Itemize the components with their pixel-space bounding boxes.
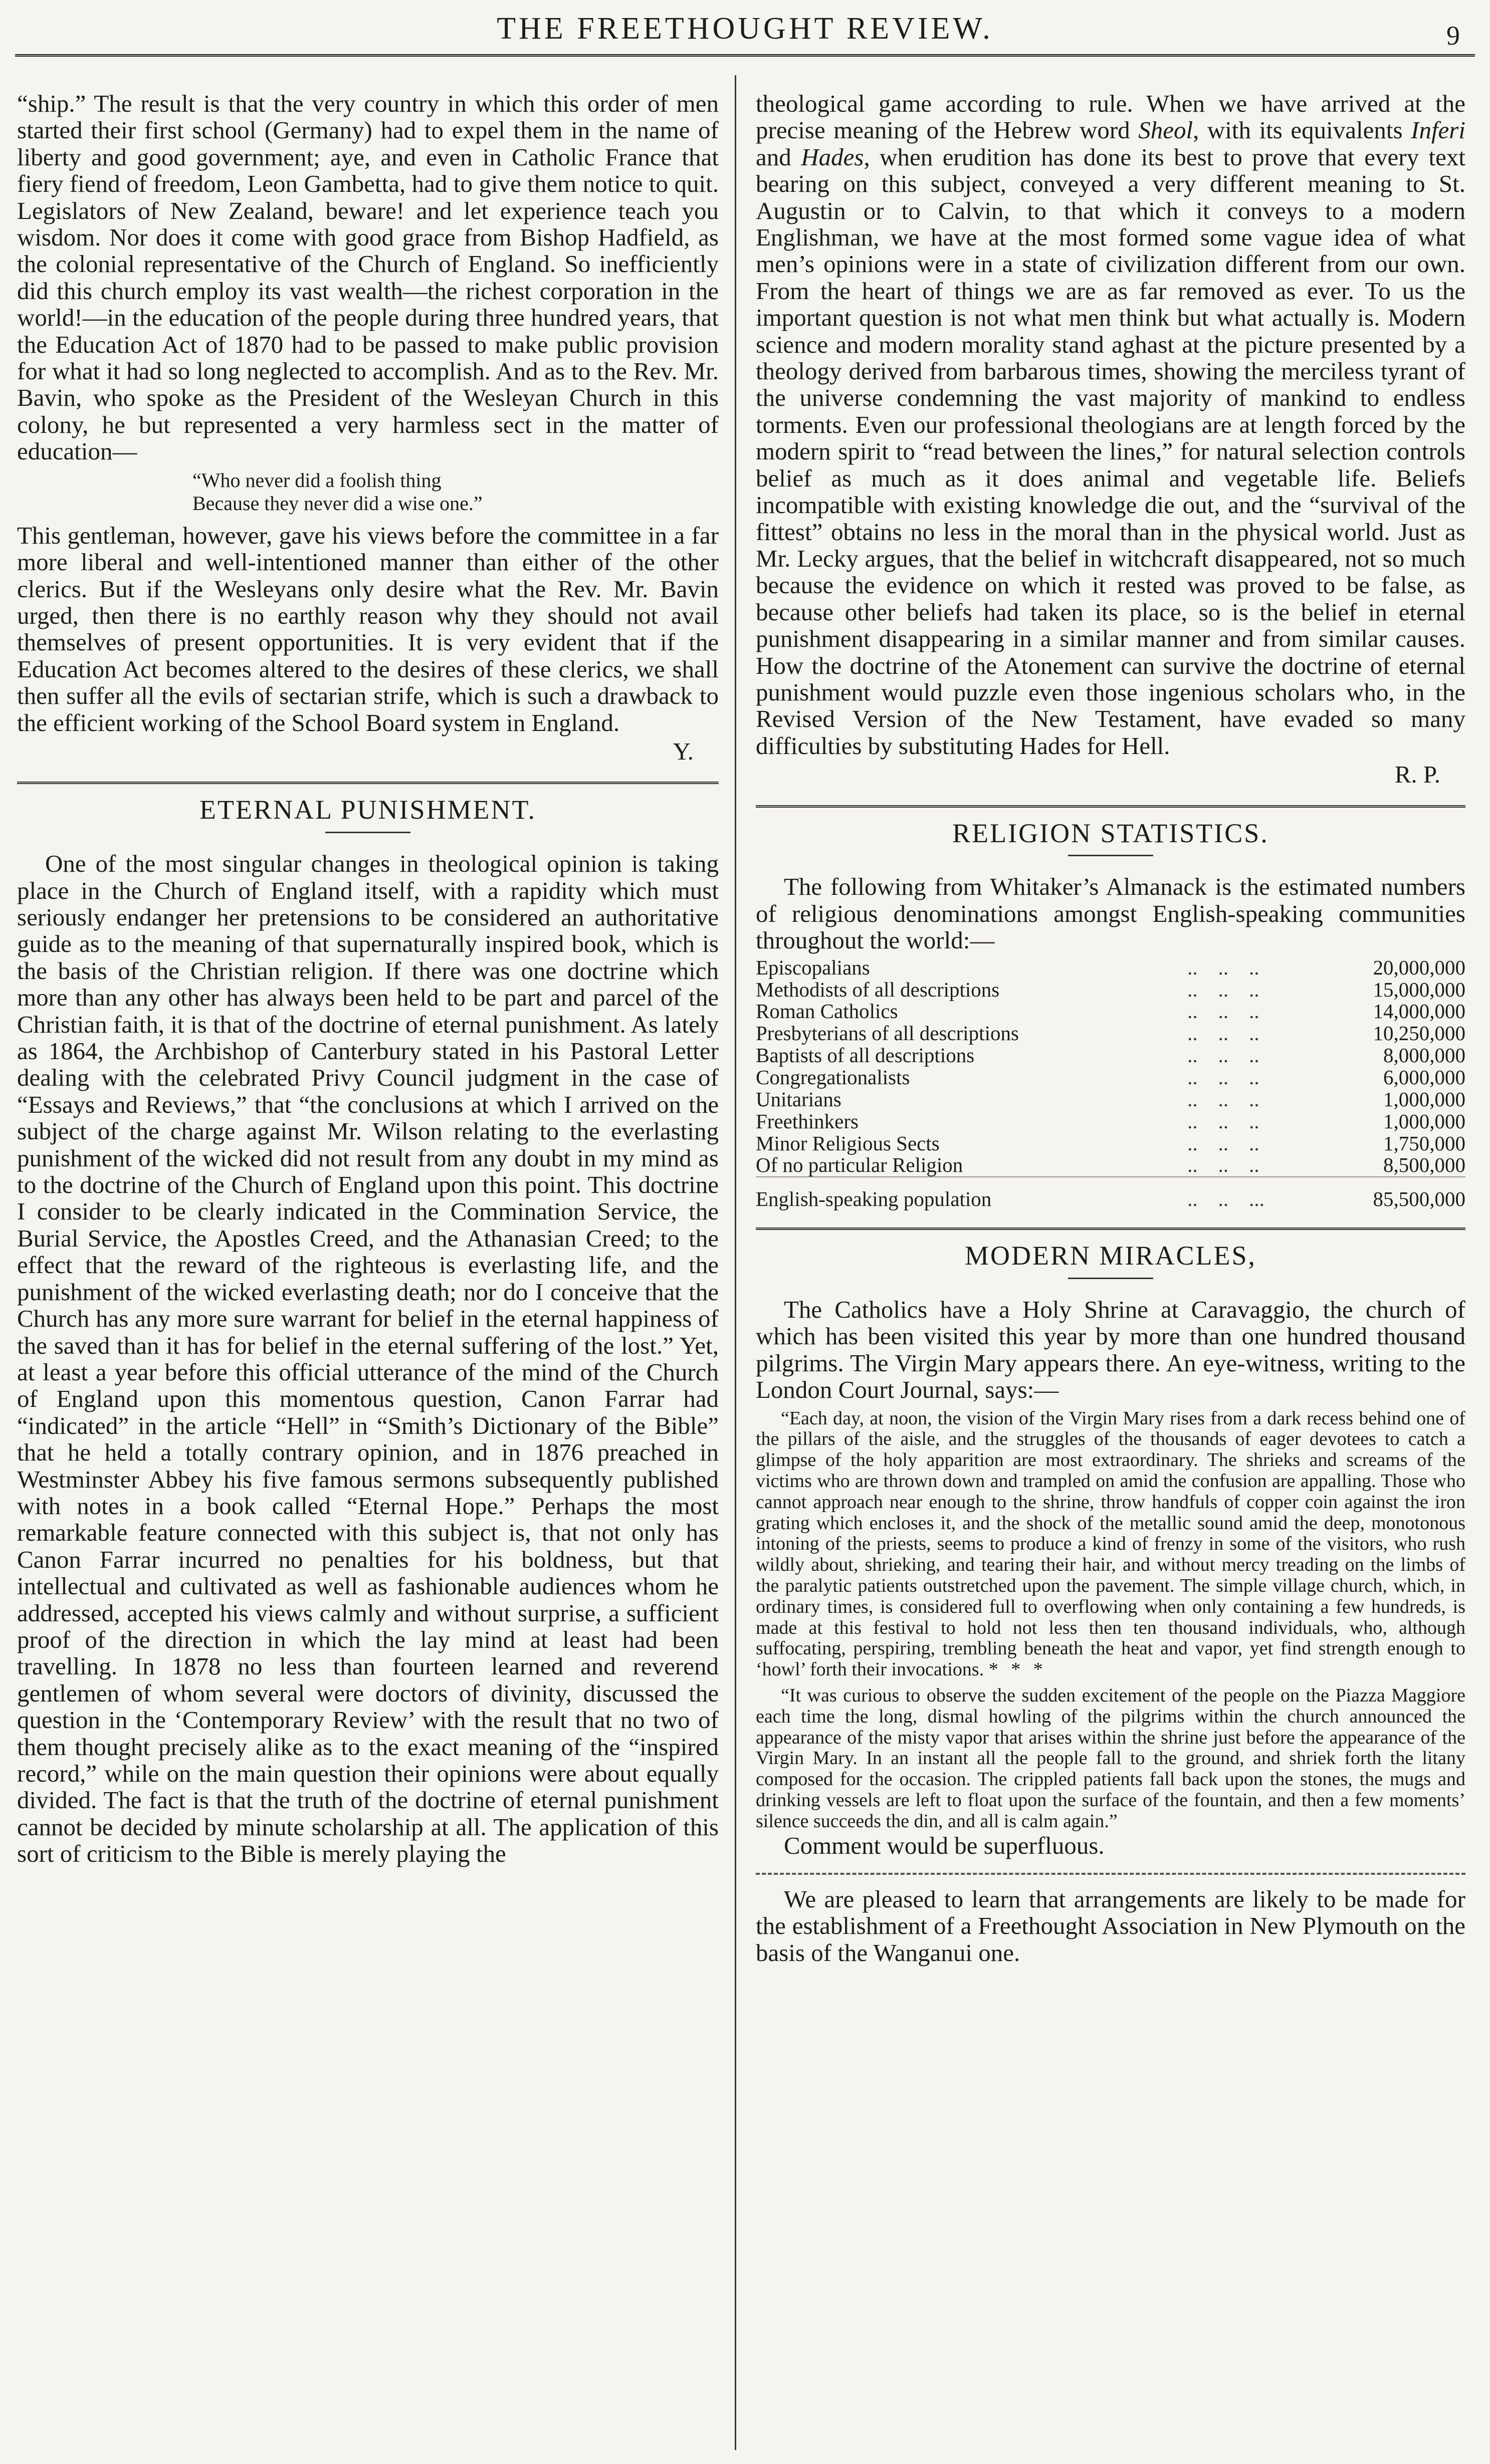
verse-quote xyxy=(192,469,719,515)
leader-dots: .. .. .. xyxy=(1187,1044,1259,1067)
statistics-row xyxy=(756,1111,1465,1133)
miracles-intro: The Catholics have a Holy Shrine at Caravaggio, the church of which has been visited this year by more than one hundred thousand pilgrims. The Virgin Mary appears there. An eye-witness, writing to the London Court Journal, says:— xyxy=(756,1295,1465,1404)
statistics-table xyxy=(756,957,1465,1210)
verse-line: Because they never did a wise one.” xyxy=(192,491,483,515)
denomination-count: 8,000,000 xyxy=(1383,1044,1465,1067)
leader-dots: .. .. ... xyxy=(1187,1177,1314,1210)
statistics-row xyxy=(756,1089,1465,1111)
denomination-name: Of no particular Religion xyxy=(756,1153,963,1177)
italic-word: Sheol xyxy=(1138,116,1193,144)
closing-note: We are pleased to learn that arrangements are likely to be made for the establishment of a Freethought Association in New Plymouth on the basis of the Wanganui one. xyxy=(756,1885,1465,1966)
heading-rule xyxy=(1068,855,1153,856)
statistics-total-value: 85,500,000 xyxy=(1314,1177,1465,1210)
denomination-name: Baptists of all descriptions xyxy=(756,1044,975,1067)
denomination-name: Freethinkers xyxy=(756,1109,859,1133)
section-heading-modern-miracles: MODERN MIRACLES, xyxy=(964,1241,1257,1271)
denomination-count: 6,000,000 xyxy=(1383,1065,1465,1089)
article-signature: Y. xyxy=(673,737,694,765)
header-rule xyxy=(15,54,1475,57)
denomination-count: 8,500,000 xyxy=(1383,1153,1465,1177)
statistics-row xyxy=(756,1001,1465,1023)
miracles-quote xyxy=(756,1408,1465,1680)
denomination-count: 20,000,000 xyxy=(1373,955,1465,979)
text-run: and xyxy=(756,143,801,171)
statistics-row xyxy=(756,1133,1465,1155)
section-heading-religion-statistics: RELIGION STATISTICS. xyxy=(952,818,1269,848)
italic-word: Inferi xyxy=(1411,116,1465,144)
denomination-name: Congregationalists xyxy=(756,1065,910,1089)
text-run: , with its equivalents xyxy=(1193,116,1411,144)
eternal-punishment-body: One of the most singular changes in theological opinion is taking place in the Church of England itself, with a rapidity which must seriously endanger her pretensions to be considered an authoritative guide as to the meaning of that supernaturally inspired book, which is the basis of the Christian religion. If there was one doctrine which more than any other has always been held to be part and parcel of the Christian faith, it is that of the doctrine of eternal punishment. As lately as 1864, the Archbishop of Canterbury stated in his Pastoral Letter dealing with the celebrated Privy Council judgment in the case of “Essays and Reviews,” that “the conclusions at which I arrived on the subject of the charge against Mr. Wilson relating to the everlasting punishment of the wicked did not result from any doubt in my mind as to the doctrine of the Church of England upon this point. This doctrine I consider to be clearly indicated in the Commination Service, the Burial Service, the Apostles Creed, and the Athanasian Creed; to the effect that the reward of the righteous is everlasting life, and the punishment of the wicked everlasting death; nor do I conceive that the Church has any more sure warrant for belief in the eternal happiness of the saved than it has for belief in the eternal suffering of the lost.” Yet, at least a year before this official utterance of the mind of the Church of England upon this momentous question, Canon Farrar had “indicated” in the article “Hell” in “Smith’s Dictionary of the Bible” that he held a totally contrary opinion, and in 1876 preached in Westminster Abbey his five famous sermons subsequently published with notes in a book called “Eternal Hope.” Perhaps the most remarkable feature connected with this subject is, that not only has Canon Farrar incurred no penalties for his boldness, but that intellectual and cultivated as well as fashionable audiences whom he addressed, accepted his views calmly and without surprise, a sufficient proof of the direction in which the lay mind at least had been travelling. In 1878 no less than fourteen learned and reverend gentlemen of whom several were doctors of divinity, discussed the question in the ‘Contemporary Review’ with the result that no two of them thought precisely alike as to the exact meaning of the “inspired record,” while on the main question their opinions were about equally divided. The fact is that the truth of the doctrine of eternal punishment cannot be decided by minute scholarship at all. The application of this sort of criticism to the Bible is merely playing the xyxy=(17,850,719,1868)
right-column xyxy=(756,90,1465,1966)
leader-dots: .. .. .. xyxy=(1187,955,1259,979)
italic-word: Hades xyxy=(801,143,864,171)
statistics-row xyxy=(756,957,1465,979)
section-separator xyxy=(756,1227,1465,1230)
denomination-count: 15,000,000 xyxy=(1373,977,1465,1001)
statistics-intro: The following from Whitaker’s Almanack is the estimated numbers of religious denominations amongst English-speaking communities throughout the world:— xyxy=(756,873,1465,954)
denomination-name: Methodists of all descriptions xyxy=(756,977,1000,1001)
statistics-row xyxy=(756,1045,1465,1067)
page-header xyxy=(0,0,1490,60)
denomination-count: 10,250,000 xyxy=(1373,1022,1465,1045)
section-separator xyxy=(756,805,1465,808)
leader-dots: .. .. .. xyxy=(1187,1131,1259,1155)
statistics-row xyxy=(756,979,1465,1001)
leader-dots: .. .. .. xyxy=(1187,1022,1259,1045)
text-run: “Each day, at noon, the vision of the Virgin Mary rises from a dark recess behind one of the pillars of the aisle, and the struggles of the thousands of eager devotees to catch a glimpse of the holy apparition are most extraordinary. The shrieks and screams of the victims who are thrown down and trampled on amid the confusion are appalling. Those who cannot approach near enough to the shrine, throw handfuls of copper coin against the iron grating which encloses it, and the shock of the metallic sound amid the deep, monotonous intoning of the priests, seems to produce a kind of frenzy in some of the visitors, who rush wildly about, shrieking, and tearing their hair, and without mercy treading on the limbs of the paralytic patients outstretched upon the pavement. The simple village church, which, in ordinary times, is considered full to overflowing when only containing a few hundreds, is made at this festival to hold not less then ten thousand individuals, who, although suffocating, perspiring, trembling beneath the heat and vapor, yet find strength enough to ‘howl’ forth their invocations. xyxy=(756,1407,1465,1680)
section-separator xyxy=(17,782,719,784)
denomination-count: 1,750,000 xyxy=(1383,1131,1465,1155)
leader-dots: .. .. .. xyxy=(1187,1000,1259,1023)
denomination-name: Episcopalians xyxy=(756,955,870,979)
heading-rule xyxy=(1068,1278,1153,1279)
leader-dots: .. .. .. xyxy=(1187,977,1259,1001)
leader-dots: .. .. .. xyxy=(1187,1109,1259,1133)
statistics-total-label: English-speaking population xyxy=(756,1177,1187,1210)
text-run: , when erudition has done its best to prove that every text bearing on this subject, conveyed a very different meaning to St. Augustin or to Calvin, to that which it conveys to a modern Englishman, we have at the most formed some vague idea of what men’s opinions were in a state of civilization different from our own. From the heart of things we are as far removed as ever. To us the important question is not what men think but what actually is. Modern science and modern morality stand aghast at the picture presented by a theology derived from barbarous times, showing the merciless tyrant of the universe condemning the vast majority of mankind to endless torments. Even our professional theologians are at length forced by the modern spirit to “read between the lines,” for natural selection controls belief as much as it does animal and vegetable life. Beliefs incompatible with existing knowledge die out, and the “survival of the fittest” obtains no less in the moral than in the physical world. Just as Mr. Lecky argues, that the belief in witchcraft disappeared, not so much because the evidence on which it rested was proved to be false, as because other beliefs had taken its place, so is the belief in eternal punishment disappearing in a similar manner and from similar causes. How the doctrine of the Atonement can survive the doctrine of eternal punishment would puzzle even those ingenious scholars who, in the Revised Version of the New Testament, have evaded so many difficulties by substituting Hades for Hell. xyxy=(756,143,1465,760)
page-number: 9 xyxy=(1446,21,1460,51)
eternal-punishment-continuation xyxy=(756,90,1465,759)
section-heading-eternal-punishment: ETERNAL PUNISHMENT. xyxy=(199,795,536,825)
article-continuation: “ship.” The result is that the very country in which this order of men started their first school (Germany) had to expel them in the name of liberty and good government; aye, and even in Catholic France that fiery fiend of freedom, Leon Gambetta, had to give them notice to quit. Legislators of New Zealand, beware! and let experience teach you wisdom. Nor does it come with good grace from Bishop Hadfield, as the colonial representative of the Church of England. So inefficiently did this church employ its vast wealth—the richest corporation in the world!—in the education of the people during three hundred years, that the Education Act of 1870 had to be passed to make public provision for what it had so long neglected to accomplish. And as to the Rev. Mr. Bavin, who spoke as the President of the Wesleyan Church in this colony, he but represented a very harmless sect in the matter of education— xyxy=(17,90,719,465)
verse-line: “Who never did a foolish thing xyxy=(192,468,442,491)
statistics-row xyxy=(756,1067,1465,1089)
denomination-count: 14,000,000 xyxy=(1373,1000,1465,1023)
denomination-name: Presbyterians of all descriptions xyxy=(756,1022,1019,1045)
denomination-count: 1,000,000 xyxy=(1383,1087,1465,1111)
leader-dots: .. .. .. xyxy=(1187,1153,1259,1177)
section-separator xyxy=(756,1873,1465,1875)
text-run: theological game according to rule. When we have arrived at the precise meaning of the Hebrew word xyxy=(756,90,1465,144)
leader-dots: .. .. .. xyxy=(1187,1065,1259,1089)
leader-dots: .. .. .. xyxy=(1187,1087,1259,1111)
statistics-total-row xyxy=(756,1177,1465,1210)
miracles-comment: Comment would be superfluous. xyxy=(784,1831,1105,1859)
left-column xyxy=(17,90,719,1867)
heading-rule xyxy=(325,832,410,833)
denomination-name: Minor Religious Sects xyxy=(756,1131,940,1155)
article-signature: R. P. xyxy=(1394,761,1440,789)
article-continuation-2: This gentleman, however, gave his views before the committee in a far more liberal and well-intentioned manner than either of the other clerics. But if the Wesleyans only desire what the Rev. Mr. Bavin urged, then there is no earthly reason why they should not avail themselves of present opportunities. It is very evident that if the Education Act becomes altered to the desires of these clerics, we shall then suffer all the evils of sectarian strife, which is such a drawback to the efficient working of the School Board system in England. xyxy=(17,521,719,736)
denomination-name: Unitarians xyxy=(756,1087,841,1111)
ornament-stars: * * * xyxy=(988,1659,1047,1680)
miracles-quote: “It was curious to observe the sudden excitement of the people on the Piazza Maggiore each time the long, dismal howling of the pilgrims within the church announced the appearance of the misty vapor that arises within the shrine just before the appearance of the Virgin Mary. In an instant all the people fall to the ground, and shriek forth the litany composed for the occasion. The crippled patients fall back upon the stones, the mugs and drinking vessels are left to float upon the surface of the fountain, and then a few moments’ silence succeeds the din, and all is calm again.” xyxy=(756,1684,1465,1832)
journal-title: THE FREETHOUGHT REVIEW. xyxy=(497,12,993,46)
column-divider xyxy=(735,75,736,2450)
statistics-row xyxy=(756,1154,1465,1177)
statistics-row xyxy=(756,1023,1465,1045)
denomination-name: Roman Catholics xyxy=(756,1000,898,1023)
denomination-count: 1,000,000 xyxy=(1383,1109,1465,1133)
